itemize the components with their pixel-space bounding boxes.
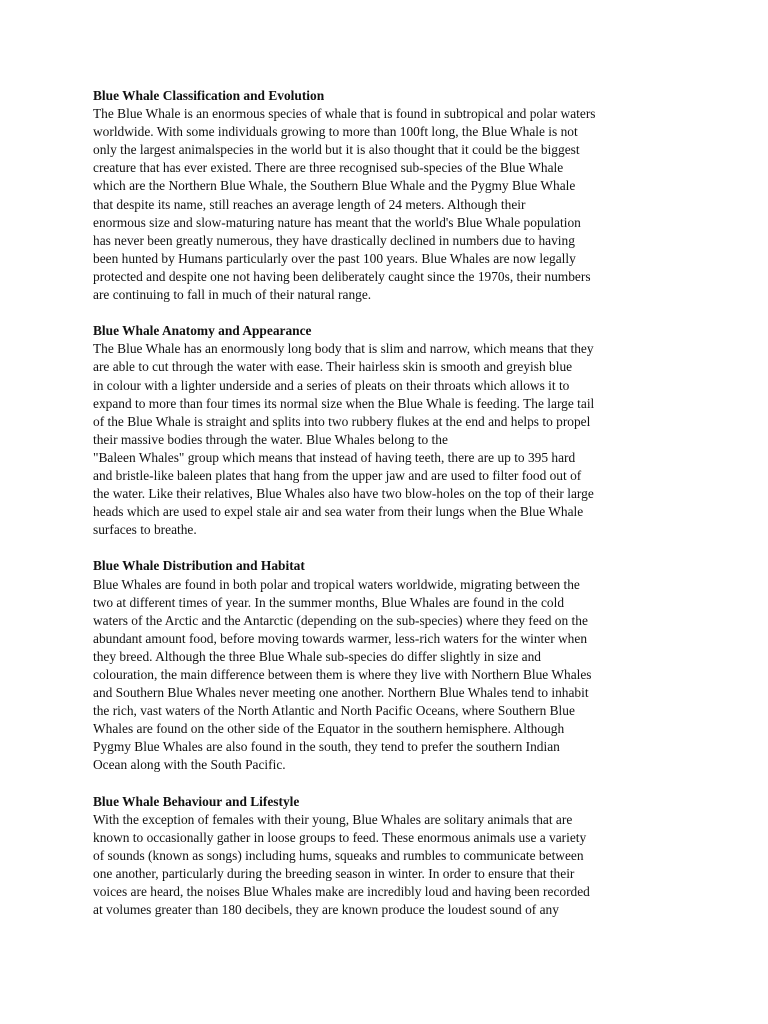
paragraph-line: Ocean along with the South Pacific. (93, 757, 286, 773)
section-anatomy (93, 322, 693, 539)
paragraph-line: the water. Like their relatives, Blue Whales also have two blow-holes on the top of their large (93, 486, 594, 502)
document-body (93, 87, 693, 937)
paragraph-line: in colour with a lighter underside and a series of pleats on their throats which allows it to (93, 377, 570, 393)
section-heading: Blue Whale Behaviour and Lifestyle (93, 793, 300, 809)
paragraph-line: waters of the Arctic and the Antarctic (depending on the sub-species) where they feed on the (93, 612, 588, 628)
paragraph-line: of the Blue Whale is straight and splits into two rubbery flukes at the end and helps to propel (93, 413, 591, 429)
paragraph-line: been hunted by Humans particularly over the past 100 years. Blue Whales are now legally (93, 250, 576, 266)
paragraph-line: Whales are found on the other side of the Equator in the southern hemisphere. Although (93, 721, 565, 737)
section-heading: Blue Whale Distribution and Habitat (93, 558, 305, 574)
paragraph-line: The Blue Whale is an enormous species of whale that is found in subtropical and polar waters (93, 106, 596, 122)
paragraph-line: are continuing to fall in much of their natural range. (93, 287, 372, 303)
paragraph-line: two at different times of year. In the summer months, Blue Whales are found in the cold (93, 594, 565, 610)
paragraph-line: The Blue Whale has an enormously long body that is slim and narrow, which means that they (93, 341, 594, 357)
paragraph-line: Pygmy Blue Whales are also found in the south, they tend to prefer the southern Indian (93, 739, 560, 755)
paragraph-line: voices are heard, the noises Blue Whales make are incredibly loud and having been recorded (93, 884, 590, 900)
paragraph-line: at volumes greater than 180 decibels, they are known produce the loudest sound of any (93, 902, 559, 918)
section-heading: Blue Whale Anatomy and Appearance (93, 323, 312, 339)
section-distribution (93, 557, 693, 774)
section-behaviour (93, 793, 693, 920)
paragraph-line: known to occasionally gather in loose groups to feed. These enormous animals use a variety (93, 829, 587, 845)
paragraph-line: their massive bodies through the water. Blue Whales belong to the (93, 431, 448, 447)
paragraph-line: that despite its name, still reaches an average length of 24 meters. Although their (93, 196, 526, 212)
paragraph-line: has never been greatly numerous, they have drastically declined in numbers due to having (93, 232, 575, 248)
paragraph-line: abundant amount food, before moving towards warmer, less-rich waters for the winter when (93, 630, 588, 646)
paragraph-line: only the largest animalspecies in the world but it is also thought that it could be the biggest (93, 142, 580, 158)
paragraph-line: enormous size and slow-maturing nature has meant that the world's Blue Whale population (93, 214, 581, 230)
paragraph-line: Blue Whales are found in both polar and tropical waters worldwide, migrating between the (93, 576, 580, 592)
paragraph-line: of sounds (known as songs) including hums, squeaks and rumbles to communicate between (93, 847, 584, 863)
paragraph-line: and bristle-like baleen plates that hang from the upper jaw and are used to filter food out of (93, 467, 582, 483)
paragraph-line: colouration, the main difference between them is where they live with Northern Blue Whales (93, 667, 592, 682)
paragraph-line: surfaces to breathe. (93, 522, 197, 538)
section-heading: Blue Whale Classification and Evolution (93, 88, 325, 103)
paragraph-line: one another, particularly during the breeding season in winter. In order to ensure that their (93, 866, 575, 882)
paragraph-line: creature that has ever existed. There are three recognised sub-species of the Blue Whale (93, 160, 564, 176)
paragraph-line: With the exception of females with their young, Blue Whales are solitary animals that are (93, 811, 573, 827)
paragraph-line: and Southern Blue Whales never meeting one another. Northern Blue Whales tend to inhabit (93, 685, 589, 701)
paragraph-line: heads which are used to expel stale air and sea water from their lungs when the Blue Whale (93, 504, 584, 520)
paragraph-line: are able to cut through the water with ease. Their hairless skin is smooth and greyish blue (93, 359, 573, 375)
paragraph-line: worldwide. With some individuals growing to more than 100ft long, the Blue Whale is not (93, 124, 578, 140)
section-classification (93, 87, 693, 304)
paragraph-line: the rich, vast waters of the North Atlantic and North Pacific Oceans, where Southern Blue (93, 703, 575, 719)
paragraph-line: protected and despite one not having been deliberately caught since the 1970s, their numbers (93, 268, 591, 284)
paragraph-line: expand to more than four times its normal size when the Blue Whale is feeding. The large tail (93, 395, 595, 411)
paragraph-line: "Baleen Whales" group which means that instead of having teeth, there are up to 395 hard (93, 449, 576, 465)
paragraph-line: which are the Northern Blue Whale, the Southern Blue Whale and the Pygmy Blue Whale (93, 178, 576, 194)
paragraph-line: they breed. Although the three Blue Whale sub-species do differ slightly in size and (93, 648, 541, 664)
